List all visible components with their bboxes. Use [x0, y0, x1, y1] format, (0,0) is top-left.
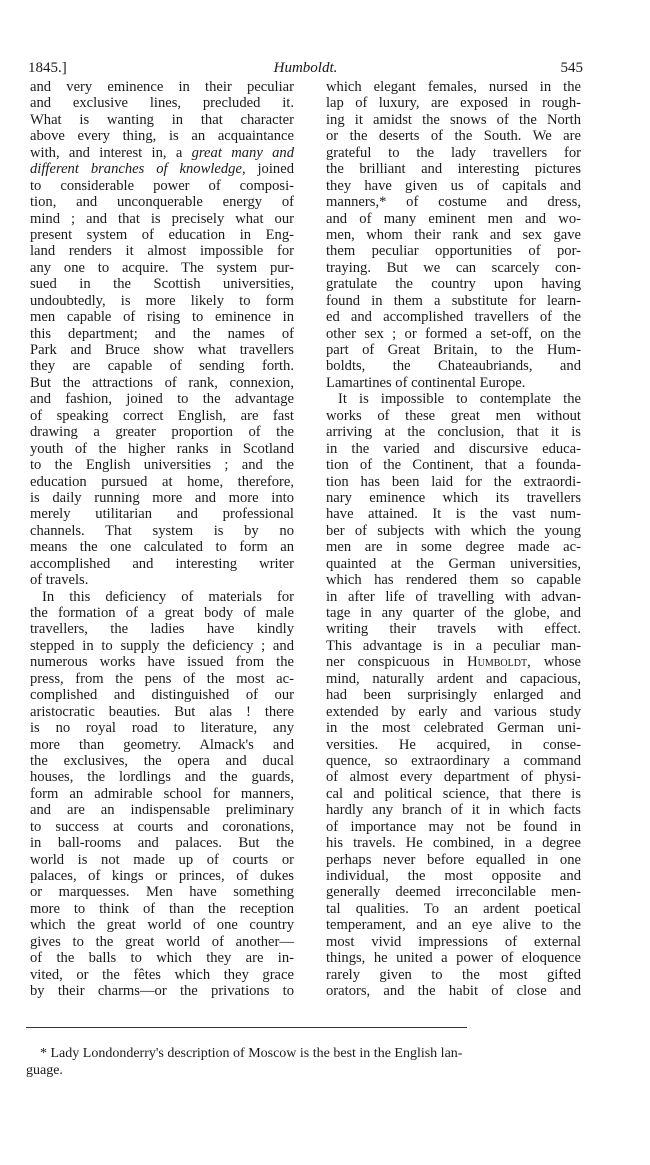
text-line: orators, and the habit of close and — [326, 983, 581, 1000]
text-line: had been surprisingly enlarged and — [326, 687, 581, 704]
text-line: youth of the higher ranks in Scotland — [30, 440, 294, 457]
text-line: men are in some degree made ac- — [326, 539, 581, 556]
text-line: In this deficiency of materials for — [42, 588, 294, 605]
text-line: and exclusive lines, precluded it. — [30, 95, 294, 112]
text-line: form an admirable school for manners, — [30, 785, 294, 802]
text-line: means the one calculated to form an — [30, 539, 294, 556]
text-line: men capable of rising to eminence in — [30, 309, 294, 326]
text-line: which has rendered them so capable — [326, 572, 581, 589]
text-line: extended by early and various study — [326, 703, 581, 720]
text-line: in the most celebrated German uni- — [326, 720, 581, 737]
text-line: which elegant females, nursed in the — [326, 79, 581, 95]
text-line: manners,* of costume and dress, — [326, 194, 581, 211]
footnote-line: * Lady Londonderry's description of Moscow is the best in the English lan- — [40, 1046, 463, 1061]
page-number: 545 — [560, 60, 583, 76]
text-line: tion, and unconquerable energy of — [30, 194, 294, 211]
text-line: they are capable of sending forth. — [30, 358, 294, 375]
text-line: have attained. It is the vast num- — [326, 506, 581, 523]
text-line: stepped in to supply the deficiency ; and — [30, 637, 294, 654]
running-header — [28, 58, 583, 78]
text-line: tal qualities. To an ardent poetical — [326, 900, 581, 917]
right-column — [326, 79, 581, 1000]
text-line: of almost every department of physi- — [326, 769, 581, 786]
text-line: things, he united a power of eloquence — [326, 950, 581, 967]
text-line: most vivid impressions of external — [326, 933, 581, 950]
text-line: temperament, and an eye alive to the — [326, 917, 581, 934]
text-line: to success at courts and coronations, — [30, 818, 294, 835]
text-line: mind ; and that is precisely what our — [30, 210, 294, 227]
text-line: more than geometry. Almack's and — [30, 736, 294, 753]
text-line: any one to acquire. The system pur- — [30, 259, 294, 276]
text-line: undoubtedly, is more likely to form — [30, 292, 294, 309]
text-line: ing it amidst the snows of the North — [326, 111, 581, 128]
text-line: rarely given to the most gifted — [326, 966, 581, 983]
text-line: in ball-rooms and palaces. But the — [30, 835, 294, 852]
text-line: drawing a greater proportion of the — [30, 424, 294, 441]
text-line: which the great world of one country — [30, 917, 294, 934]
text-line: other sex ; or formed a set-off, on the — [326, 325, 581, 342]
text-line: mind, naturally ardent and capacious, — [326, 670, 581, 687]
text-line: his travels. He combined, in a degree — [326, 835, 581, 852]
text-line: vited, or the fêtes which they grace — [30, 966, 294, 983]
text-line: arriving at the conclusion, that it is — [326, 424, 581, 441]
text-line: education pursued at home, therefore, — [30, 473, 294, 490]
text-line: Park and Bruce show what travellers — [30, 342, 294, 358]
header-title: Humboldt. — [273, 60, 338, 76]
text-line: writing their travels with effect. — [326, 621, 581, 638]
text-line: nary eminence which its travellers — [326, 489, 581, 506]
text-line: land renders it almost impossible for — [30, 243, 294, 260]
text-line: or marquesses. Men have something — [30, 884, 294, 901]
text-line: is daily running more and more into — [30, 489, 294, 506]
text-line: complished and distinguished of our — [30, 687, 294, 704]
text-line: numerous works have issued from the — [30, 654, 294, 671]
text-line: they have given us of capitals and — [326, 177, 581, 194]
text-line: and of many eminent men and wo- — [326, 210, 581, 227]
text-line: found in them a substitute for learn- — [326, 292, 581, 309]
text-line: and fashion, joined to the advantage — [30, 391, 294, 408]
text-line: above every thing, is an acquaintance — [30, 128, 294, 145]
text-line: Lamartines of continental Europe. — [326, 374, 526, 391]
text-line: works of these great men without — [326, 407, 581, 424]
text-line: part of Great Britain, to the Hum- — [326, 342, 581, 358]
text-line: What is wanting in that character — [30, 111, 294, 128]
footnote — [26, 1045, 463, 1079]
text-line: quainted at the German universities, — [326, 555, 581, 572]
text-line: This advantage is in a peculiar man- — [326, 637, 581, 654]
header-year: 1845.] — [28, 60, 67, 76]
text-line: gives to the great world of another— — [30, 933, 294, 950]
text-line: with, and interest in, a great many and — [30, 144, 294, 161]
text-line: grateful to the lady travellers for — [326, 144, 581, 161]
text-line: world is not made up of courts or — [30, 851, 294, 868]
text-line: accomplished and interesting writer — [30, 555, 294, 572]
text-line: them peculiar opportunities of por- — [326, 243, 581, 260]
text-line: generally deemed irreconcilable men- — [326, 884, 581, 901]
text-line: travellers, the ladies have kindly — [30, 621, 294, 638]
text-line: more to think of than the reception — [30, 900, 294, 917]
text-line: palaces, of kings or princes, of dukes — [30, 868, 294, 884]
text-line: tion has been laid for the extraordi- — [326, 473, 581, 490]
text-line: the exclusives, the opera and ducal — [30, 752, 294, 769]
text-line: in the varied and discursive educa- — [326, 440, 581, 457]
text-line: sued in the Scottish universities, — [30, 276, 294, 293]
text-line: gratulate the country upon having — [326, 276, 581, 293]
text-line: of speaking correct English, are fast — [30, 407, 294, 424]
text-line: of the balls to which they are in- — [30, 950, 294, 967]
left-column — [30, 79, 294, 1000]
text-line: ber of subjects with which the young — [326, 522, 581, 539]
text-line: traying. But we can scarcely con- — [326, 259, 581, 276]
text-line: or the deserts of the South. We are — [326, 128, 581, 145]
text-line: versities. He acquired, in conse- — [326, 736, 581, 753]
footnote-divider — [26, 1027, 467, 1028]
text-line: and very eminence in their peculiar — [30, 79, 294, 95]
text-line: is no royal road to literature, any — [30, 720, 294, 737]
text-line: quence, so extraordinary a command — [326, 752, 581, 769]
text-line: hardly any branch of it in which facts — [326, 802, 581, 819]
text-line: merely utilitarian and professional — [30, 506, 294, 523]
text-line: of travels. — [30, 572, 89, 589]
text-line: perhaps never before equalled in one — [326, 851, 581, 868]
text-line: tage in any quarter of the globe, and — [326, 605, 581, 621]
text-line: aristocratic beauties. But alas ! there — [30, 703, 294, 720]
text-line: and are an indispensable preliminary — [30, 802, 294, 819]
text-line: this department; and the names of — [30, 325, 294, 342]
text-line: of importance may not be found in — [326, 818, 581, 835]
text-line: to the English universities ; and the — [30, 457, 294, 474]
text-line: in after life of travelling with advan- — [326, 588, 581, 605]
text-line: ed and accomplished travellers of the — [326, 309, 581, 326]
text-line: to considerable power of composi- — [30, 177, 294, 194]
text-line: individual, the most opposite and — [326, 868, 581, 884]
text-line: It is impossible to contemplate the — [338, 391, 581, 408]
text-line: channels. That system is by no — [30, 522, 294, 539]
text-line: lap of luxury, are exposed in rough- — [326, 95, 581, 112]
text-line: But the attractions of rank, connexion, — [30, 374, 294, 391]
text-line: different branches of knowledge, joined — [30, 161, 294, 178]
text-line: boldts, the Chateaubriands, and — [326, 358, 581, 375]
text-line: present system of education in Eng- — [30, 226, 294, 243]
text-line: the formation of a great body of male — [30, 605, 294, 621]
text-line: by their charms—or the privations to — [30, 983, 294, 1000]
text-line: houses, the lordlings and the guards, — [30, 769, 294, 786]
footnote-line: guage. — [26, 1063, 63, 1078]
text-line: tion of the Continent, that a founda- — [326, 457, 581, 474]
text-line: press, from the pens of the most ac- — [30, 670, 294, 687]
text-line: men, whom their rank and sex gave — [326, 226, 581, 243]
text-line: the brilliant and interesting pictures — [326, 161, 581, 178]
text-line: cal and political science, that there is — [326, 785, 581, 802]
text-line: ner conspicuous in Humboldt, whose — [326, 654, 581, 671]
